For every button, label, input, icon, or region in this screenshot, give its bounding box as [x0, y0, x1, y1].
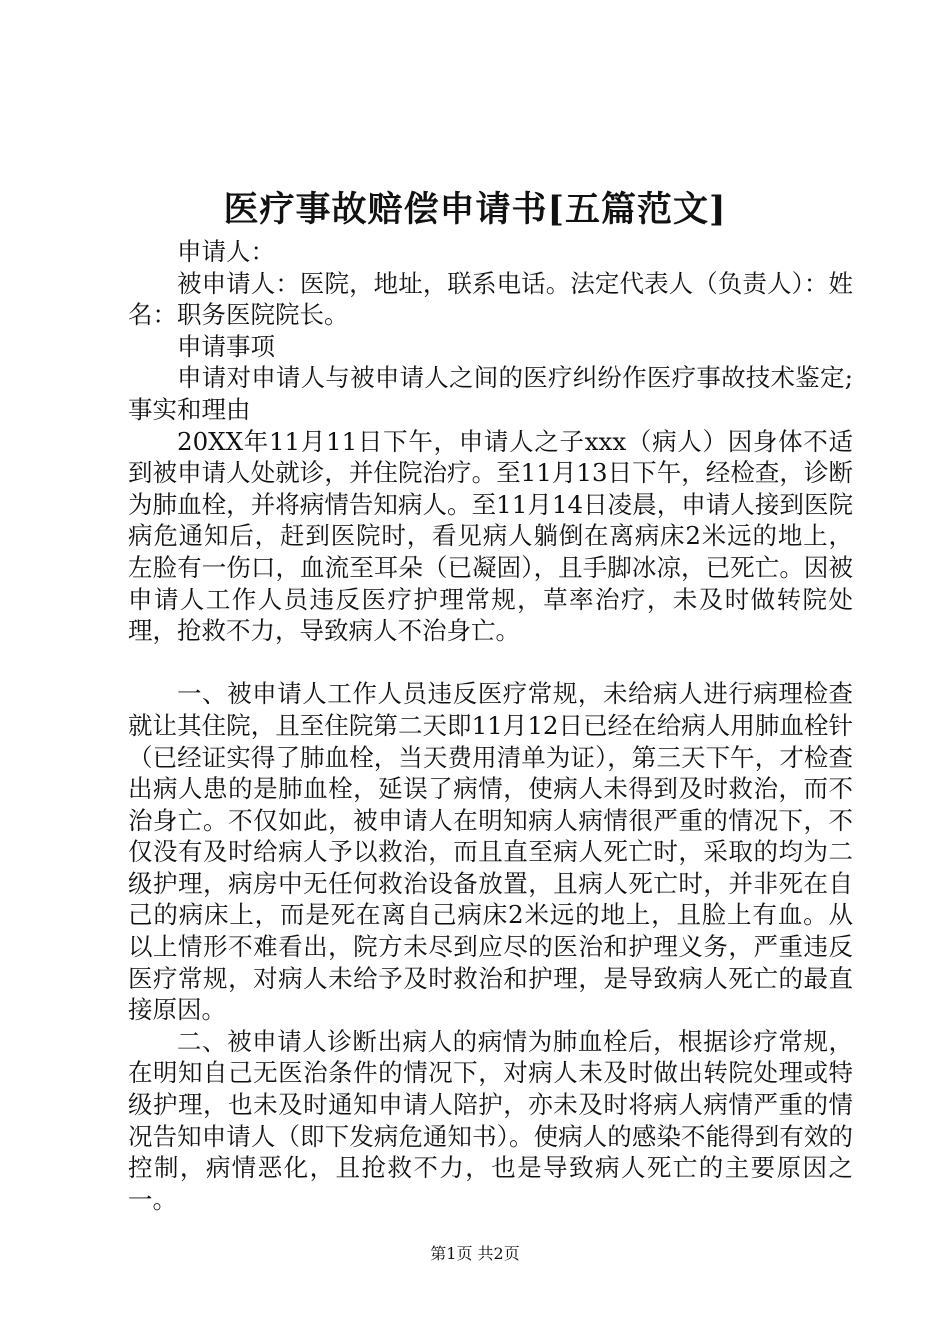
- paragraph-applicant: 申请人：: [177, 237, 275, 266]
- paragraph-gap: [128, 647, 853, 679]
- document-title: 医疗事故赔偿申请书[五篇范文]: [223, 189, 727, 230]
- paragraph-reason-one: 一、被申请人工作人员违反医疗常规，未给病人进行病理检查就让其住院，且至住院第二天即11月12日已经在给病人用肺血栓针（已经证实得了肺血栓，当天费用清单为证），第三天下午，才检查出病人患的是肺血栓，延误了病情，使病人未得到及时救治，而不治身亡。不仅如此，被申请人在明知病人病情很严重的情况下，不仅没有及时给病人予以救治，而且直至病人死亡时，采取的均为二级护理，病房中无任何救治设备放置，且病人死亡时，并非死在自己的病床上，而是死在离自己病床2米远的地上，且脸上有血。从以上情形不难看出，院方未尽到应尽的医治和护理义务，严重违反医疗常规，对病人未给予及时救治和护理，是导致病人死亡的最直接原因。: [128, 679, 853, 1025]
- paragraph-facts: 20XX年11月11日下午，申请人之子xxx（病人）因身体不适到被申请人处就诊，并住院治疗。至11月13日下午，经检查，诊断为肺血栓，并将病情告知病人。至11月14日凌晨，申请人接到医院病危通知后，赶到医院时，看见病人躺倒在离病床2米远的地上，左脸有一伤口，血流至耳朵（已凝固），且手脚冰凉，已死亡。因被申请人工作人员违反医疗护理常规，草率治疗，未及时做转院处理，抢救不力，导致病人不治身亡。: [128, 426, 853, 646]
- paragraph-reason-two: 二、被申请人诊断出病人的病情为肺血栓后，根据诊疗常规，在明知自己无医治条件的情况下，对病人未及时做出转院处理或特级护理，也未及时通知申请人陪护，亦未及时将病人病情严重的情况告知申请人（即下发病危通知书）。使病人的感染不能得到有效的控制，病情恶化，且抢救不力，也是导致病人死亡的主要原因之一。: [128, 1026, 853, 1214]
- document-body: [128, 236, 853, 1215]
- page-footer: 第1页 共2页: [430, 1244, 520, 1263]
- paragraph-respondent: 被申请人：医院，地址，联系电话。法定代表人（负责人）：姓名：职务医院院长。: [128, 268, 853, 330]
- paragraph-request-heading: 申请事项: [177, 331, 275, 361]
- paragraph-request: 申请对申请人与被申请人之间的医疗纠纷作医疗事故技术鉴定;事实和理由: [128, 363, 853, 424]
